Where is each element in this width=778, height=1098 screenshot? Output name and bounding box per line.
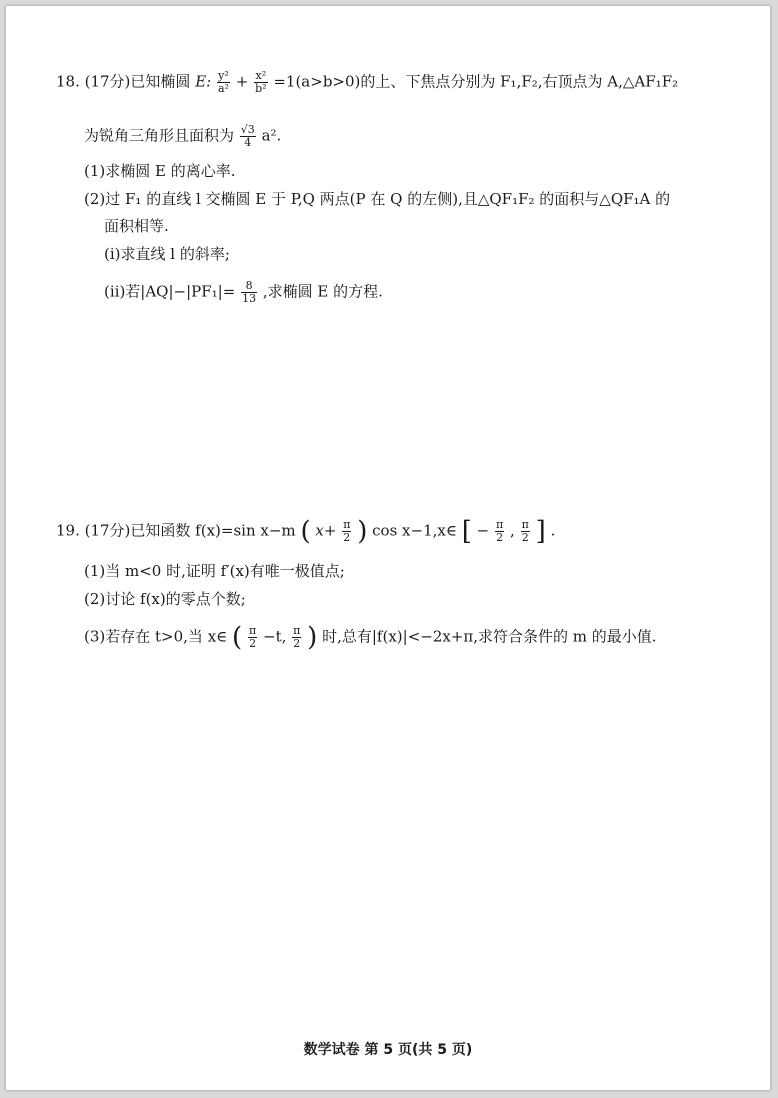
q19-pi-num: π (343, 518, 351, 531)
q18-sub-ii (104, 280, 383, 305)
q18-y-num: y² (218, 69, 229, 82)
q18-ellipse-name: E: (195, 72, 212, 91)
q19-bracket-open: [ (461, 516, 472, 547)
q19-mid: cos x−1,x∈ (372, 521, 457, 540)
q18-sub-ii-den: 13 (242, 292, 257, 305)
exam-page (6, 6, 770, 1090)
q19-range2-den: 2 (521, 531, 529, 544)
q19-part3-suffix: 时,总有|f(x)|<−2x+π,求符合条件的 m 的最小值. (322, 627, 657, 646)
q19-p3-a-fraction (248, 625, 257, 650)
q18-line2-prefix: 为锐角三角形且面积为 (84, 126, 235, 145)
q19-p3-paren-close: ) (307, 622, 318, 653)
q19-comma: , (510, 521, 515, 540)
q19-p3-b-fraction (292, 625, 301, 650)
q18-part1: (1)求椭圆 E 的离心率. (84, 162, 236, 180)
q18-part2-line2: 面积相等. (104, 217, 169, 235)
q18-line2 (84, 124, 281, 149)
q18-sub-i: (ⅰ)求直线 l 的斜率; (104, 245, 230, 263)
q19-p3-b-num: π (293, 624, 301, 637)
q19-p3-a-den: 2 (249, 637, 257, 650)
q19-paren-close: ) (357, 516, 368, 547)
q18-header: 18. (17分)已知椭圆 (56, 72, 191, 91)
q19-p3-paren-open: ( (232, 622, 243, 653)
q19-range1-den: 2 (496, 531, 504, 544)
q19-neg: − (476, 521, 490, 540)
q18-area-den: 4 (244, 136, 252, 149)
q18-y-den: a² (218, 82, 229, 95)
page-footer: 数学试卷 第 5 页(共 5 页) (303, 1042, 473, 1058)
q19-part3-prefix: (3)若存在 t>0,当 x∈ (84, 627, 228, 646)
q19-part3 (84, 622, 657, 653)
q19-header: 19. (17分)已知函数 f(x)=sin x−m (56, 521, 296, 540)
q18-x-den: b² (255, 82, 267, 95)
q19-pi-den: 2 (343, 531, 351, 544)
q18-part2-line1: (2)过 F₁ 的直线 l 交椭圆 E 于 P,Q 两点(P 在 Q 的左侧),且△QF₁F₂ 的面积与△QF₁A 的 (84, 190, 671, 208)
q18-sub-ii-num: 8 (241, 280, 257, 293)
q19-part1: (1)当 m<0 时,证明 f′(x)有唯一极值点; (84, 562, 345, 580)
q19-x-plus: x+ (315, 521, 337, 540)
q19-pi-fraction (342, 519, 351, 544)
q19-range1-fraction (495, 519, 504, 544)
q18-sub-ii-suffix: ,求椭圆 E 的方程. (262, 282, 383, 301)
q18-x-num: x² (255, 69, 267, 82)
q18-plus: + (235, 72, 249, 91)
q18-area-fraction (240, 124, 256, 149)
q18-line1 (56, 70, 678, 95)
q19-part2: (2)讨论 f(x)的零点个数; (84, 590, 246, 608)
q18-sub-ii-fraction (241, 280, 257, 305)
q19-end: . (550, 521, 556, 540)
q18-area-suffix: a². (261, 126, 282, 145)
q18-x-fraction (254, 70, 267, 95)
q19-p3-a-num: π (248, 624, 257, 637)
q19-p3-b-den: 2 (293, 637, 301, 650)
q19-range2-num: π (521, 518, 529, 531)
q19-range2-fraction (521, 519, 530, 544)
q19-p3-mid: −t, (263, 627, 287, 646)
q19-bracket-close: ] (535, 516, 546, 547)
q19-paren-open: ( (300, 516, 311, 547)
q18-eq-rest: =1(a>b>0)的上、下焦点分别为 F₁,F₂,右顶点为 A,△AF₁F₂ (273, 72, 679, 91)
q19-line1 (56, 516, 556, 547)
q19-range1-num: π (496, 518, 504, 531)
q18-y-fraction (217, 70, 230, 95)
q18-area-num: √3 (240, 123, 255, 136)
q18-sub-ii-prefix: (ⅱ)若|AQ|−|PF₁|= (104, 282, 236, 301)
